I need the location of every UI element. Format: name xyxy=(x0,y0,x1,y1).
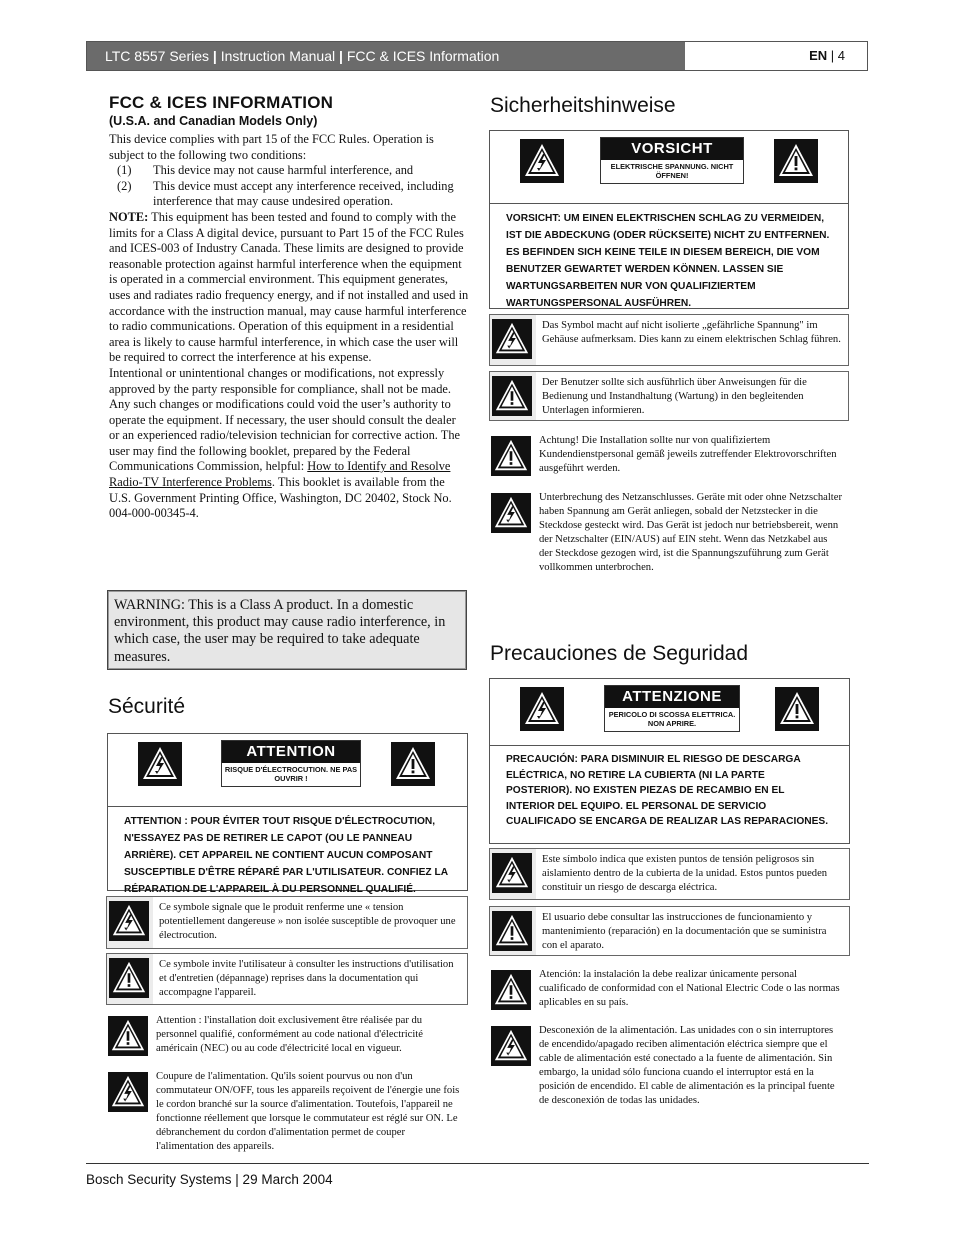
caution-plate xyxy=(604,685,740,732)
condition-text: This device must accept any interference received, including interference that may cause undesired operation. xyxy=(153,178,454,209)
fcc-condition-1 xyxy=(109,163,469,179)
caution-label-row xyxy=(108,734,467,807)
fcc-heading: FCC & ICES INFORMATION xyxy=(109,93,334,112)
electric-shock-icon xyxy=(491,1026,531,1066)
symbol-row-instructions xyxy=(489,906,850,956)
header-title: LTC 8557 Series | Instruction Manual | FCC & ICES Information xyxy=(87,42,685,70)
symbol-row-instructions xyxy=(106,953,468,1005)
sicherheit-caution-panel xyxy=(489,130,849,309)
footer-divider xyxy=(86,1163,869,1164)
sicherheit-heading: Sicherheitshinweise xyxy=(490,94,676,117)
symbol-row-installation xyxy=(489,966,850,1014)
exclamation-warning-icon xyxy=(492,911,532,951)
condition-num: (2) xyxy=(117,178,132,193)
fcc-condition-2 xyxy=(109,179,469,210)
securite-heading: Sécurité xyxy=(108,695,186,718)
caution-plate xyxy=(600,137,744,184)
plate-title: ATTENZIONE xyxy=(605,686,739,708)
symbol-text: Atención: la instalación la debe realizar únicamente personal cualificado de conformidad con el National Electric Code o las normas aplicables en su país. xyxy=(539,969,840,1008)
securite-caution-panel xyxy=(107,733,468,895)
page-header xyxy=(86,41,868,71)
symbol-text: Desconexión de la alimentación. Las unidades con o sin interruptores de encendido/apagado reciben alimentación eléctrica siempre que el cable de alimentación esté conectado a la fuente de alimentación. Sin embargo, la unidad sólo funciona cuando el interruptor está en la posición de encendido. El cable de alimentación es la principal fuente de desconexión de todas las unidades. xyxy=(539,1025,835,1106)
symbol-row-installation xyxy=(489,432,849,480)
plate-subtitle: ELEKTRISCHE SPANNUNG. NICHT ÖFFNEN! xyxy=(610,162,734,180)
fcc-paragraph-2 xyxy=(109,366,469,522)
plate-title: ATTENTION xyxy=(222,741,360,763)
exclamation-warning-icon xyxy=(492,376,532,416)
symbol-row-power xyxy=(489,1022,850,1126)
header-lang: EN xyxy=(809,48,828,63)
booklet-link[interactable]: How to Identify and Resolve Radio-TV Interference Problems xyxy=(109,459,451,490)
header-manual: Instruction Manual xyxy=(220,48,336,64)
symbol-row-installation xyxy=(106,1012,468,1060)
electric-shock-icon xyxy=(492,319,532,359)
condition-text: This device may not cause harmful interference, and xyxy=(153,163,414,178)
symbol-text: Este símbolo indica que existen puntos de tensión peligrosos sin aislamiento dentro de la cubierta de la unidad. Estos puntos pueden constituir un riesgo de descarga eléctrica. xyxy=(536,849,849,899)
fcc-intro: This device complies with part 15 of the FCC Rules. Operation is subject to the following two conditions: xyxy=(109,132,434,162)
note-label: NOTE: xyxy=(109,209,149,224)
electric-shock-icon xyxy=(108,1072,148,1112)
plate-subtitle: RISQUE D'ÉLECTROCUTION. NE PAS OUVRIR ! xyxy=(224,765,358,783)
precauciones-heading: Precauciones de Seguridad xyxy=(490,642,749,665)
symbol-text: Attention : l'installation doit exclusivement être réalisée par du personnel qualifié, conformément au code national d'électricité américain (NEC) ou au code d'électricité local en vigueur. xyxy=(156,1015,423,1054)
symbol-row-voltage xyxy=(106,896,468,949)
symbol-row-power xyxy=(106,1068,468,1158)
exclamation-warning-icon xyxy=(491,436,531,476)
caution-text: PRECAUCIÓN: PARA DISMINUIR EL RIESGO DE DESCARGA ELÉCTRICA, NO RETIRE LA CUBIERTA (NI LA PARTE POSTERIOR). NO EXISTEN PIEZAS DE RECAMBIO EN EL INTERIOR DEL EQUIPO. EL PERSONAL DE SERVICIO CUALIFICADO SE ENCARGA DE REALIZAR LAS REPARACIONES. xyxy=(506,754,829,828)
electric-shock-icon xyxy=(138,742,182,786)
exclamation-warning-icon xyxy=(775,687,819,731)
plate-title: VORSICHT xyxy=(601,138,743,160)
fcc-subheading: (U.S.A. and Canadian Models Only) xyxy=(109,114,318,128)
electric-shock-icon xyxy=(491,493,531,533)
symbol-row-instructions xyxy=(489,371,849,421)
caution-label-row xyxy=(490,679,849,746)
electric-shock-icon xyxy=(520,687,564,731)
condition-num: (1) xyxy=(117,163,132,178)
exclamation-warning-icon xyxy=(108,1016,148,1056)
symbol-text: Der Benutzer sollte sich ausführlich über Anweisungen für die Bedienung und Instandhaltung (Wartung) in den begleitenden Unterlagen informieren. xyxy=(536,372,848,420)
note-text: This equipment has been tested and found to comply with the limits for a Class A digital device, pursuant to Part 15 of the FCC Rules and ICES-003 of Industry Canada. These limits are designed to provide reasonable protection against harmful interference when the equipment is operated in a commercial environment. This equipment generates, uses and radiates radio frequency energy, and if not installed and used in accordance with the instruction manual, may cause harmful interference to radio communications. Operation of this equipment in a residential area is likely to cause harmful interference, in which case the user will be required to correct the interference at his expense. xyxy=(109,209,469,365)
symbol-row-voltage xyxy=(489,848,850,900)
fcc-body xyxy=(109,132,469,522)
para2-text: Intentional or unintentional changes or modifications, not expressly approved by the party responsible for compliance, shall not be made. Any such changes or modifications could void the user’s authority to operate the equipment. If necessary, the user should consult the dealer or an experienced radio/television technician for corrective action. The user may find the following booklet, prepared by the Federal Communications Commission, helpful: xyxy=(109,365,461,474)
symbol-row-voltage xyxy=(489,314,849,366)
electric-shock-icon xyxy=(109,901,149,941)
symbol-text: Ce symbole signale que le produit renferme une « tension potentiellement dangereuse » non isolée susceptible de provoquer une électrocution. xyxy=(153,897,467,948)
electric-shock-icon xyxy=(520,139,564,183)
exclamation-warning-icon xyxy=(491,970,531,1010)
exclamation-warning-icon xyxy=(391,742,435,786)
header-series: LTC 8557 Series xyxy=(105,48,210,64)
exclamation-warning-icon xyxy=(109,958,149,998)
page-number: 4 xyxy=(837,48,845,63)
symbol-text: Das Symbol macht auf nicht isolierte „gefährliche Spannung" im Gehäuse aufmerksam. Dies kann zu einem elektrischen Schlag führen. xyxy=(536,315,848,365)
caution-text: VORSICHT: UM EINEN ELEKTRISCHEN SCHLAG ZU VERMEIDEN, IST DIE ABDECKUNG (ODER RÜCKSEITE) NICHT ZU ENTFERNEN. ES BEFINDEN SICH KEINE TEILE IN DIESEM BEREICH, DIE VOM BENUTZER GEWARTET WERDEN KÖNNEN. LASSEN SIE WARTUNGSARBEITEN NUR VON QUALIFIZIERTEM WARTUNGSPERSONAL AUSFÜHREN. xyxy=(506,213,830,309)
class-a-warning-box: WARNING: This is a Class A product. In a domestic environment, this product may cause radio interference, in which case, the user may be required to take adequate measures. xyxy=(107,590,467,670)
exclamation-warning-icon xyxy=(774,139,818,183)
header-section: FCC & ICES Information xyxy=(346,48,500,64)
symbol-row-power xyxy=(489,489,849,579)
symbol-text: Unterbrechung des Netzanschlusses. Geräte mit oder ohne Netzschalter haben Spannung am Gerät anliegen, sobald der Netzstecker in die Steckdose gesteckt wird. Das Gerät ist jedoch nur betriebsbereit, wenn der Netzschalter (EIN/AUS) auf EIN steht. Wenn das Netzkabel aus der Steckdose gezogen wird, ist die Spannungszuführung zum Gerät vollkommen unterbrochen. xyxy=(539,492,842,573)
fcc-note xyxy=(109,210,469,366)
plate-subtitle: PERICOLO DI SCOSSA ELETTRICA. NON APRIRE. xyxy=(608,710,736,728)
header-page: EN | 4 xyxy=(809,48,845,63)
symbol-text: Ce symbole invite l'utilisateur à consulter les instructions d'utilisation et d'entretien (dépannage) reprises dans la documentation qui accompagne l'appareil. xyxy=(153,954,467,1004)
page-footer: Bosch Security Systems | 29 March 2004 xyxy=(86,1172,333,1187)
electric-shock-icon xyxy=(492,853,532,893)
caution-label-row xyxy=(490,131,848,204)
symbol-text: Achtung! Die Installation sollte nur von qualifiziertem Kundendienstpersonal gemäß jeweils zutreffender Elektrovorschriften ausgeführt werden. xyxy=(539,435,837,474)
para2-text-end: . This booklet is available from the U.S. Government Printing Office, Washington, DC 20402, Stock No. 004-000-00345-4. xyxy=(109,475,452,521)
caution-text: ATTENTION : POUR ÉVITER TOUT RISQUE D'ÉLECTROCUTION, N'ESSAYEZ PAS DE RETIRER LE CAPOT (OU LE PANNEAU ARRIÈRE). CET APPAREIL NE CONTIENT AUCUN COMPOSANT SUSCEPTIBLE D'ÊTRE RÉPARÉ PAR L'UTILISATEUR. CONFIEZ LA RÉPARATION DE L'APPAREIL À DU PERSONNEL QUALIFIÉ. xyxy=(124,816,448,895)
symbol-text: El usuario debe consultar las instrucciones de funcionamiento y mantenimiento (reparación) en la documentación que se suministra con el aparato. xyxy=(536,907,849,955)
caution-plate xyxy=(221,740,361,787)
symbol-text: Coupure de l'alimentation. Qu'ils soient pourvus ou non d'un commutateur ON/OFF, tous les appareils reçoivent de l'énergie une fois le cordon branché sur la source d'alimentation. Toutefois, l'appareil ne fonctionne réellement que lorsque le commutateur est réglé sur ON. Le débranchement du cordon d'alimentation permet de couper l'alimentation des appareils. xyxy=(156,1071,460,1152)
precauciones-caution-panel xyxy=(489,678,850,844)
